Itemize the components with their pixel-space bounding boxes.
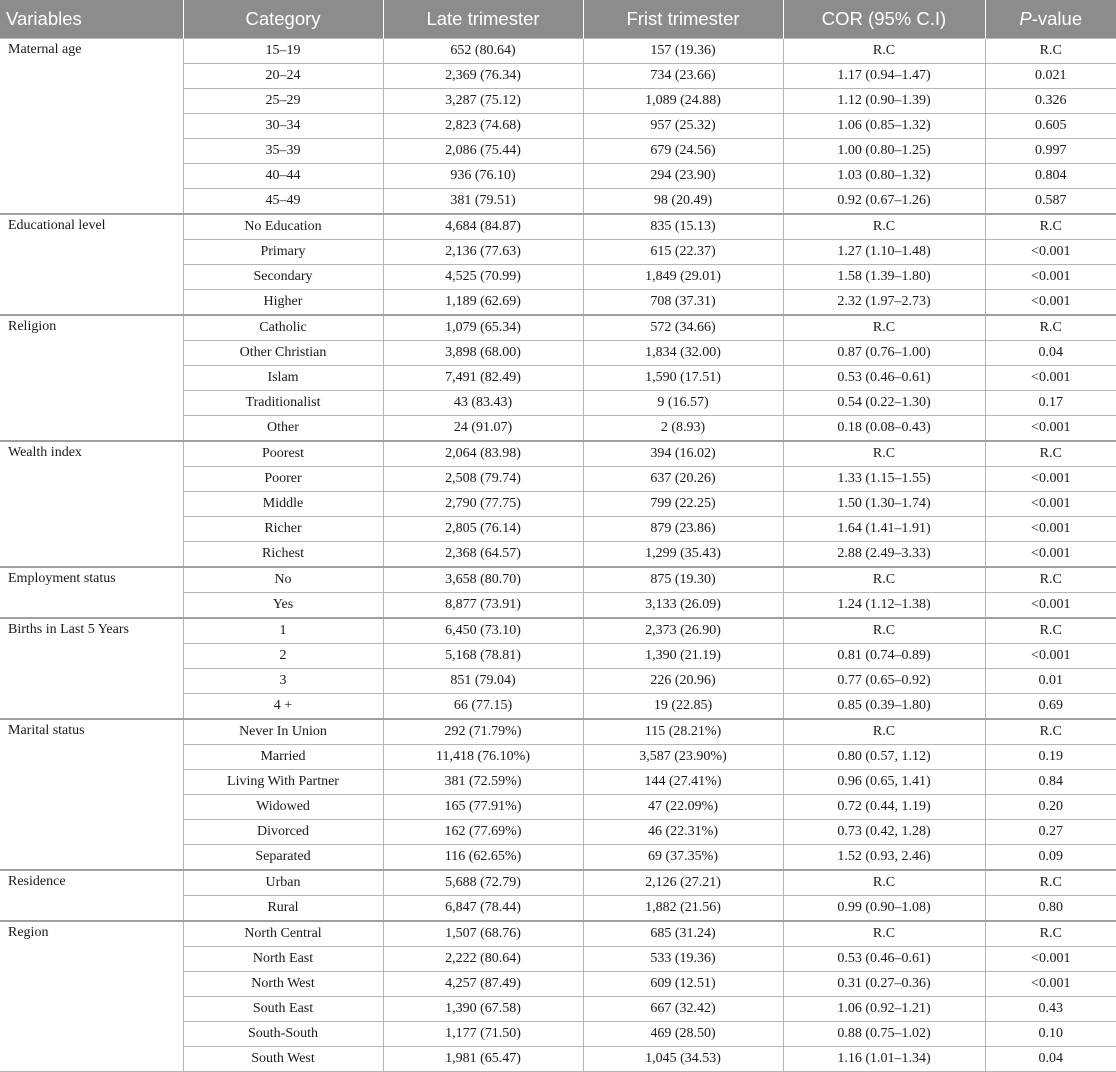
p-value-cell: <0.001 — [985, 290, 1116, 316]
p-value-cell: 0.09 — [985, 845, 1116, 871]
p-value-cell: R.C — [985, 719, 1116, 745]
first-trimester-cell: 799 (22.25) — [583, 492, 783, 517]
first-trimester-cell: 19 (22.85) — [583, 694, 783, 720]
cor-cell: 1.12 (0.90–1.39) — [783, 89, 985, 114]
late-trimester-cell: 2,064 (83.98) — [383, 441, 583, 467]
first-trimester-cell: 734 (23.66) — [583, 64, 783, 89]
first-trimester-cell: 157 (19.36) — [583, 39, 783, 64]
category-cell: 15–19 — [183, 39, 383, 64]
late-trimester-cell: 652 (80.64) — [383, 39, 583, 64]
late-trimester-cell: 66 (77.15) — [383, 694, 583, 720]
category-cell: Poorest — [183, 441, 383, 467]
cor-cell: 1.52 (0.93, 2.46) — [783, 845, 985, 871]
variable-cell: Maternal age — [0, 39, 183, 215]
category-cell: 25–29 — [183, 89, 383, 114]
category-cell: 20–24 — [183, 64, 383, 89]
cor-cell: 0.53 (0.46–0.61) — [783, 947, 985, 972]
late-trimester-cell: 1,981 (65.47) — [383, 1047, 583, 1072]
cor-cell: 1.64 (1.41–1.91) — [783, 517, 985, 542]
late-trimester-cell: 2,508 (79.74) — [383, 467, 583, 492]
header-variables: Variables — [0, 0, 183, 39]
category-cell: Higher — [183, 290, 383, 316]
late-trimester-cell: 2,823 (74.68) — [383, 114, 583, 139]
category-cell: Traditionalist — [183, 391, 383, 416]
p-value-cell: 0.80 — [985, 896, 1116, 922]
first-trimester-cell: 98 (20.49) — [583, 189, 783, 215]
cor-cell: 0.77 (0.65–0.92) — [783, 669, 985, 694]
category-cell: Urban — [183, 870, 383, 896]
category-cell: Richest — [183, 542, 383, 568]
header-p-italic: P — [1019, 8, 1032, 29]
header-cor: COR (95% C.I) — [783, 0, 985, 39]
table-row — [0, 315, 1116, 341]
category-cell: No — [183, 567, 383, 593]
first-trimester-cell: 957 (25.32) — [583, 114, 783, 139]
category-cell: North Central — [183, 921, 383, 947]
cor-cell: 0.80 (0.57, 1.12) — [783, 745, 985, 770]
category-cell: South-South — [183, 1022, 383, 1047]
variable-cell: Marital status — [0, 719, 183, 870]
first-trimester-cell: 144 (27.41%) — [583, 770, 783, 795]
late-trimester-cell: 1,390 (67.58) — [383, 997, 583, 1022]
first-trimester-cell: 226 (20.96) — [583, 669, 783, 694]
category-cell: 30–34 — [183, 114, 383, 139]
category-cell: Married — [183, 745, 383, 770]
late-trimester-cell: 4,525 (70.99) — [383, 265, 583, 290]
cor-cell: 1.50 (1.30–1.74) — [783, 492, 985, 517]
first-trimester-cell: 394 (16.02) — [583, 441, 783, 467]
table-row — [0, 719, 1116, 745]
late-trimester-cell: 851 (79.04) — [383, 669, 583, 694]
cor-cell: 2.32 (1.97–2.73) — [783, 290, 985, 316]
category-cell: South West — [183, 1047, 383, 1072]
category-cell: Secondary — [183, 265, 383, 290]
category-cell: No Education — [183, 214, 383, 240]
p-value-cell: 0.605 — [985, 114, 1116, 139]
table-row — [0, 39, 1116, 64]
first-trimester-cell: 1,299 (35.43) — [583, 542, 783, 568]
p-value-cell: 0.20 — [985, 795, 1116, 820]
late-trimester-cell: 11,418 (76.10%) — [383, 745, 583, 770]
cor-cell: R.C — [783, 214, 985, 240]
first-trimester-cell: 1,590 (17.51) — [583, 366, 783, 391]
p-value-cell: R.C — [985, 618, 1116, 644]
first-trimester-cell: 1,834 (32.00) — [583, 341, 783, 366]
first-trimester-cell: 46 (22.31%) — [583, 820, 783, 845]
variable-cell: Residence — [0, 870, 183, 921]
late-trimester-cell: 3,898 (68.00) — [383, 341, 583, 366]
first-trimester-cell: 2 (8.93) — [583, 416, 783, 442]
first-trimester-cell: 1,882 (21.56) — [583, 896, 783, 922]
p-value-cell: R.C — [985, 315, 1116, 341]
category-cell: North East — [183, 947, 383, 972]
cor-cell: 1.33 (1.15–1.55) — [783, 467, 985, 492]
category-cell: 2 — [183, 644, 383, 669]
cor-cell: 1.06 (0.92–1.21) — [783, 997, 985, 1022]
late-trimester-cell: 2,136 (77.63) — [383, 240, 583, 265]
cor-cell: 0.85 (0.39–1.80) — [783, 694, 985, 720]
variable-cell: Religion — [0, 315, 183, 441]
cor-cell: 2.88 (2.49–3.33) — [783, 542, 985, 568]
cor-cell: 1.27 (1.10–1.48) — [783, 240, 985, 265]
first-trimester-cell: 685 (31.24) — [583, 921, 783, 947]
p-value-cell: R.C — [985, 870, 1116, 896]
header-row — [0, 0, 1116, 39]
cor-cell: 0.92 (0.67–1.26) — [783, 189, 985, 215]
p-value-cell: <0.001 — [985, 492, 1116, 517]
category-cell: Yes — [183, 593, 383, 619]
cor-cell: 1.16 (1.01–1.34) — [783, 1047, 985, 1072]
cor-cell: 1.58 (1.39–1.80) — [783, 265, 985, 290]
category-cell: Never In Union — [183, 719, 383, 745]
cor-cell: 0.73 (0.42, 1.28) — [783, 820, 985, 845]
category-cell: 35–39 — [183, 139, 383, 164]
cor-cell: 1.00 (0.80–1.25) — [783, 139, 985, 164]
header-p-value — [985, 0, 1116, 39]
late-trimester-cell: 1,177 (71.50) — [383, 1022, 583, 1047]
category-cell: 40–44 — [183, 164, 383, 189]
table-row — [0, 618, 1116, 644]
first-trimester-cell: 3,133 (26.09) — [583, 593, 783, 619]
late-trimester-cell: 4,684 (84.87) — [383, 214, 583, 240]
p-value-cell: <0.001 — [985, 593, 1116, 619]
first-trimester-cell: 115 (28.21%) — [583, 719, 783, 745]
category-cell: Widowed — [183, 795, 383, 820]
cor-cell: R.C — [783, 870, 985, 896]
category-cell: South East — [183, 997, 383, 1022]
p-value-cell: <0.001 — [985, 972, 1116, 997]
category-cell: Rural — [183, 896, 383, 922]
variable-cell: Wealth index — [0, 441, 183, 567]
first-trimester-cell: 615 (22.37) — [583, 240, 783, 265]
p-value-cell: <0.001 — [985, 542, 1116, 568]
late-trimester-cell: 2,222 (80.64) — [383, 947, 583, 972]
first-trimester-cell: 1,045 (34.53) — [583, 1047, 783, 1072]
cor-cell: R.C — [783, 719, 985, 745]
late-trimester-cell: 6,450 (73.10) — [383, 618, 583, 644]
variable-cell: Employment status — [0, 567, 183, 618]
late-trimester-cell: 24 (91.07) — [383, 416, 583, 442]
cor-cell: 0.99 (0.90–1.08) — [783, 896, 985, 922]
first-trimester-cell: 469 (28.50) — [583, 1022, 783, 1047]
late-trimester-cell: 2,368 (64.57) — [383, 542, 583, 568]
header-late-trimester: Late trimester — [383, 0, 583, 39]
table-row — [0, 214, 1116, 240]
late-trimester-cell: 2,805 (76.14) — [383, 517, 583, 542]
first-trimester-cell: 294 (23.90) — [583, 164, 783, 189]
cor-cell: 1.24 (1.12–1.38) — [783, 593, 985, 619]
p-value-cell: 0.43 — [985, 997, 1116, 1022]
late-trimester-cell: 3,287 (75.12) — [383, 89, 583, 114]
late-trimester-cell: 43 (83.43) — [383, 391, 583, 416]
header-category: Category — [183, 0, 383, 39]
cor-cell: R.C — [783, 567, 985, 593]
late-trimester-cell: 1,189 (62.69) — [383, 290, 583, 316]
cor-cell: 0.31 (0.27–0.36) — [783, 972, 985, 997]
p-value-cell: R.C — [985, 214, 1116, 240]
late-trimester-cell: 381 (72.59%) — [383, 770, 583, 795]
p-value-cell: <0.001 — [985, 366, 1116, 391]
cor-cell: 0.96 (0.65, 1.41) — [783, 770, 985, 795]
late-trimester-cell: 5,688 (72.79) — [383, 870, 583, 896]
category-cell: Catholic — [183, 315, 383, 341]
p-value-cell: R.C — [985, 921, 1116, 947]
p-value-cell: 0.326 — [985, 89, 1116, 114]
p-value-cell: 0.10 — [985, 1022, 1116, 1047]
late-trimester-cell: 2,369 (76.34) — [383, 64, 583, 89]
table-row — [0, 870, 1116, 896]
cor-cell: 1.17 (0.94–1.47) — [783, 64, 985, 89]
late-trimester-cell: 162 (77.69%) — [383, 820, 583, 845]
variable-cell: Region — [0, 921, 183, 1072]
late-trimester-cell: 116 (62.65%) — [383, 845, 583, 871]
cor-cell: 0.81 (0.74–0.89) — [783, 644, 985, 669]
category-cell: Other Christian — [183, 341, 383, 366]
p-value-cell: R.C — [985, 441, 1116, 467]
category-cell: Other — [183, 416, 383, 442]
late-trimester-cell: 5,168 (78.81) — [383, 644, 583, 669]
p-value-cell: <0.001 — [985, 467, 1116, 492]
p-value-cell: 0.17 — [985, 391, 1116, 416]
late-trimester-cell: 3,658 (80.70) — [383, 567, 583, 593]
first-trimester-cell: 835 (15.13) — [583, 214, 783, 240]
first-trimester-cell: 2,373 (26.90) — [583, 618, 783, 644]
late-trimester-cell: 936 (76.10) — [383, 164, 583, 189]
first-trimester-cell: 708 (37.31) — [583, 290, 783, 316]
late-trimester-cell: 8,877 (73.91) — [383, 593, 583, 619]
p-value-cell: 0.04 — [985, 1047, 1116, 1072]
cor-cell: R.C — [783, 39, 985, 64]
category-cell: 1 — [183, 618, 383, 644]
late-trimester-cell: 1,507 (68.76) — [383, 921, 583, 947]
cor-cell: R.C — [783, 315, 985, 341]
table-body — [0, 39, 1116, 1072]
first-trimester-cell: 1,089 (24.88) — [583, 89, 783, 114]
cor-cell: 0.87 (0.76–1.00) — [783, 341, 985, 366]
p-value-cell: 0.01 — [985, 669, 1116, 694]
table-row — [0, 921, 1116, 947]
cor-cell: 1.06 (0.85–1.32) — [783, 114, 985, 139]
first-trimester-cell: 879 (23.86) — [583, 517, 783, 542]
category-cell: 45–49 — [183, 189, 383, 215]
p-value-cell: 0.021 — [985, 64, 1116, 89]
category-cell: Divorced — [183, 820, 383, 845]
p-value-cell: R.C — [985, 567, 1116, 593]
header-first-trimester: Frist trimester — [583, 0, 783, 39]
p-value-cell: 0.19 — [985, 745, 1116, 770]
late-trimester-cell: 4,257 (87.49) — [383, 972, 583, 997]
category-cell: Living With Partner — [183, 770, 383, 795]
category-cell: 3 — [183, 669, 383, 694]
p-value-cell: <0.001 — [985, 947, 1116, 972]
first-trimester-cell: 69 (37.35%) — [583, 845, 783, 871]
first-trimester-cell: 2,126 (27.21) — [583, 870, 783, 896]
late-trimester-cell: 2,086 (75.44) — [383, 139, 583, 164]
cor-cell: 0.18 (0.08–0.43) — [783, 416, 985, 442]
late-trimester-cell: 2,790 (77.75) — [383, 492, 583, 517]
category-cell: Poorer — [183, 467, 383, 492]
table-header — [0, 0, 1116, 39]
first-trimester-cell: 9 (16.57) — [583, 391, 783, 416]
late-trimester-cell: 7,491 (82.49) — [383, 366, 583, 391]
p-value-cell: 0.69 — [985, 694, 1116, 720]
p-value-cell: 0.27 — [985, 820, 1116, 845]
p-value-cell: 0.84 — [985, 770, 1116, 795]
cor-cell: R.C — [783, 618, 985, 644]
category-cell: Richer — [183, 517, 383, 542]
first-trimester-cell: 1,849 (29.01) — [583, 265, 783, 290]
header-p-rest: -value — [1031, 8, 1083, 29]
category-cell: North West — [183, 972, 383, 997]
p-value-cell: R.C — [985, 39, 1116, 64]
p-value-cell: 0.804 — [985, 164, 1116, 189]
table-row — [0, 567, 1116, 593]
p-value-cell: <0.001 — [985, 644, 1116, 669]
table-row — [0, 441, 1116, 467]
p-value-cell: 0.997 — [985, 139, 1116, 164]
cor-cell: 0.54 (0.22–1.30) — [783, 391, 985, 416]
first-trimester-cell: 3,587 (23.90%) — [583, 745, 783, 770]
category-cell: Middle — [183, 492, 383, 517]
variable-cell: Educational level — [0, 214, 183, 315]
late-trimester-cell: 381 (79.51) — [383, 189, 583, 215]
category-cell: Separated — [183, 845, 383, 871]
cor-cell: R.C — [783, 921, 985, 947]
first-trimester-cell: 47 (22.09%) — [583, 795, 783, 820]
p-value-cell: <0.001 — [985, 517, 1116, 542]
cor-cell: 1.03 (0.80–1.32) — [783, 164, 985, 189]
p-value-cell: 0.04 — [985, 341, 1116, 366]
p-value-cell: 0.587 — [985, 189, 1116, 215]
category-cell: Primary — [183, 240, 383, 265]
late-trimester-cell: 165 (77.91%) — [383, 795, 583, 820]
variable-cell: Births in Last 5 Years — [0, 618, 183, 719]
cor-cell: R.C — [783, 441, 985, 467]
p-value-cell: <0.001 — [985, 240, 1116, 265]
first-trimester-cell: 637 (20.26) — [583, 467, 783, 492]
late-trimester-cell: 1,079 (65.34) — [383, 315, 583, 341]
first-trimester-cell: 875 (19.30) — [583, 567, 783, 593]
first-trimester-cell: 572 (34.66) — [583, 315, 783, 341]
category-cell: Islam — [183, 366, 383, 391]
category-cell: 4 + — [183, 694, 383, 720]
cor-cell: 0.88 (0.75–1.02) — [783, 1022, 985, 1047]
cor-cell: 0.72 (0.44, 1.19) — [783, 795, 985, 820]
late-trimester-cell: 6,847 (78.44) — [383, 896, 583, 922]
first-trimester-cell: 1,390 (21.19) — [583, 644, 783, 669]
p-value-cell: <0.001 — [985, 416, 1116, 442]
first-trimester-cell: 609 (12.51) — [583, 972, 783, 997]
p-value-cell: <0.001 — [985, 265, 1116, 290]
cor-cell: 0.53 (0.46–0.61) — [783, 366, 985, 391]
first-trimester-cell: 679 (24.56) — [583, 139, 783, 164]
first-trimester-cell: 533 (19.36) — [583, 947, 783, 972]
first-trimester-cell: 667 (32.42) — [583, 997, 783, 1022]
late-trimester-cell: 292 (71.79%) — [383, 719, 583, 745]
